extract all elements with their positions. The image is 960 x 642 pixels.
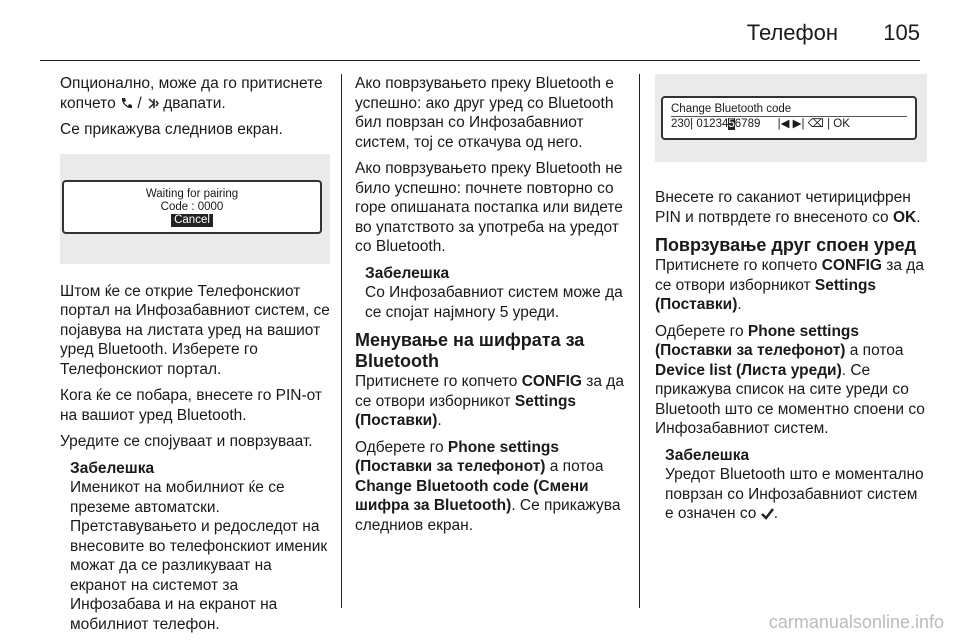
menu-name: Change Bluetooth code (Смени шифра за Bluetooth) <box>355 477 589 514</box>
note <box>355 264 627 323</box>
button-name: CONFIG <box>821 257 882 274</box>
note-body: Со Инфозабавниот систем може да се спојат најмногу 5 уреди. <box>365 284 623 321</box>
note-body: Именикот на мобилниот ќе се преземе автоматски. Претставувањето и редоследот на внесовите во телефонскиот именик можат да се разликуваат на екранот на системот за Инфозабава и на екранот на мобилниот телефон. <box>70 479 328 633</box>
button-name: OK <box>892 208 917 226</box>
checkmark-icon <box>761 507 774 520</box>
digit-selector: 0123456789 <box>696 118 761 130</box>
column-left <box>60 74 330 634</box>
phone-icon <box>120 97 133 110</box>
voice-recognition-icon <box>146 97 159 110</box>
cancel-button: Cancel <box>171 214 213 227</box>
paragraph: Притиснете го копчето CONFIG за да се отвори изборникот Settings (Поставки). <box>355 373 624 429</box>
paragraph: Опционално, може да го притиснете копчето / двапати. <box>60 75 323 112</box>
section-heading: Поврзување друг споен уред <box>655 235 917 255</box>
page-header-title: Телефон <box>746 20 838 45</box>
note-heading: Забелешка <box>365 264 450 282</box>
note-heading: Забелешка <box>665 446 750 464</box>
paragraph: Уредите се спојуваат и поврзуваат. <box>60 433 313 450</box>
paragraph: Внесете го саканиот четирицифрен PIN и потврдете го внесеното со OK. <box>655 189 921 226</box>
note-heading: Забелешка <box>70 459 155 477</box>
selected-digit: 5 <box>728 118 735 130</box>
dialog-line: Code : 0000 <box>160 200 224 213</box>
dialog-title: Change Bluetooth code <box>671 102 907 117</box>
menu-name: Phone settings (Поставки за телефонот) <box>355 438 560 475</box>
menu-name: Settings (Поставки) <box>655 276 877 313</box>
dialog-controls: |◀ ▶| ⌫ | OK <box>777 118 850 130</box>
screenshot-waiting-for-pairing <box>60 154 330 264</box>
paragraph: Штом ќе се открие Телефонскиот портал на Инфозабавниот систем, се појавува на листата уред на вашиот уред Bluetooth. Изберете го Телефонскиот портал. <box>60 282 330 378</box>
paragraph: Кога ќе се побара, внесете го PIN-от на вашиот уред Bluetooth. <box>60 387 323 424</box>
section-heading: Менување на шифрата за Bluetooth <box>355 330 585 371</box>
menu-name: Settings (Поставки) <box>355 392 577 429</box>
column-right <box>655 74 927 524</box>
paragraph: Се прикажува следниов екран. <box>60 121 283 138</box>
pairing-dialog <box>62 180 322 234</box>
button-name: CONFIG <box>521 373 582 390</box>
note-body: Уредот Bluetooth што е моментално поврзан со Инфозабавниот систем е означен со . <box>665 466 924 522</box>
note <box>655 446 927 524</box>
change-code-dialog <box>661 96 917 140</box>
paragraph: Ако поврзувањето преку Bluetooth не било успешно: почнете повторно со горе опишаната постапка или видете во упатството за употреба на уредот со Bluetooth. <box>355 160 623 255</box>
page-number: 105 <box>883 20 920 45</box>
column-divider <box>341 74 342 608</box>
column-middle <box>355 74 627 542</box>
code-entry: 230| <box>671 118 694 130</box>
paragraph: Ако поврзувањето преку Bluetooth е успешно: ако друг уред со Bluetooth бил поврзан со Инфозабавниот систем, тој се откачува од него. <box>355 75 614 151</box>
header-rule <box>40 60 920 61</box>
note <box>60 459 330 635</box>
paragraph: Притиснете го копчето CONFIG за да се отвори изборникот Settings (Поставки). <box>655 257 924 313</box>
dialog-line: Waiting for pairing <box>145 187 239 200</box>
menu-name: Device list (Листа уреди) <box>655 361 842 379</box>
watermark: carmanualsonline.info <box>768 612 944 632</box>
menu-name: Phone settings (Поставки за телефонот) <box>655 322 860 359</box>
screenshot-change-bluetooth-code <box>655 74 927 162</box>
column-divider <box>639 74 640 608</box>
paragraph: Одберете го Phone settings (Поставки за телефонот) а потоа Change Bluetooth code (Смени шифра за Bluetooth). Се прикажува следниов екран. <box>355 438 621 534</box>
paragraph: Одберете го Phone settings (Поставки за телефонот) а потоа Device list (Листа уреди). Се прикажува список на сите уреди со Bluetooth што се моментно споени со Инфозабавниот систем. <box>655 322 925 437</box>
